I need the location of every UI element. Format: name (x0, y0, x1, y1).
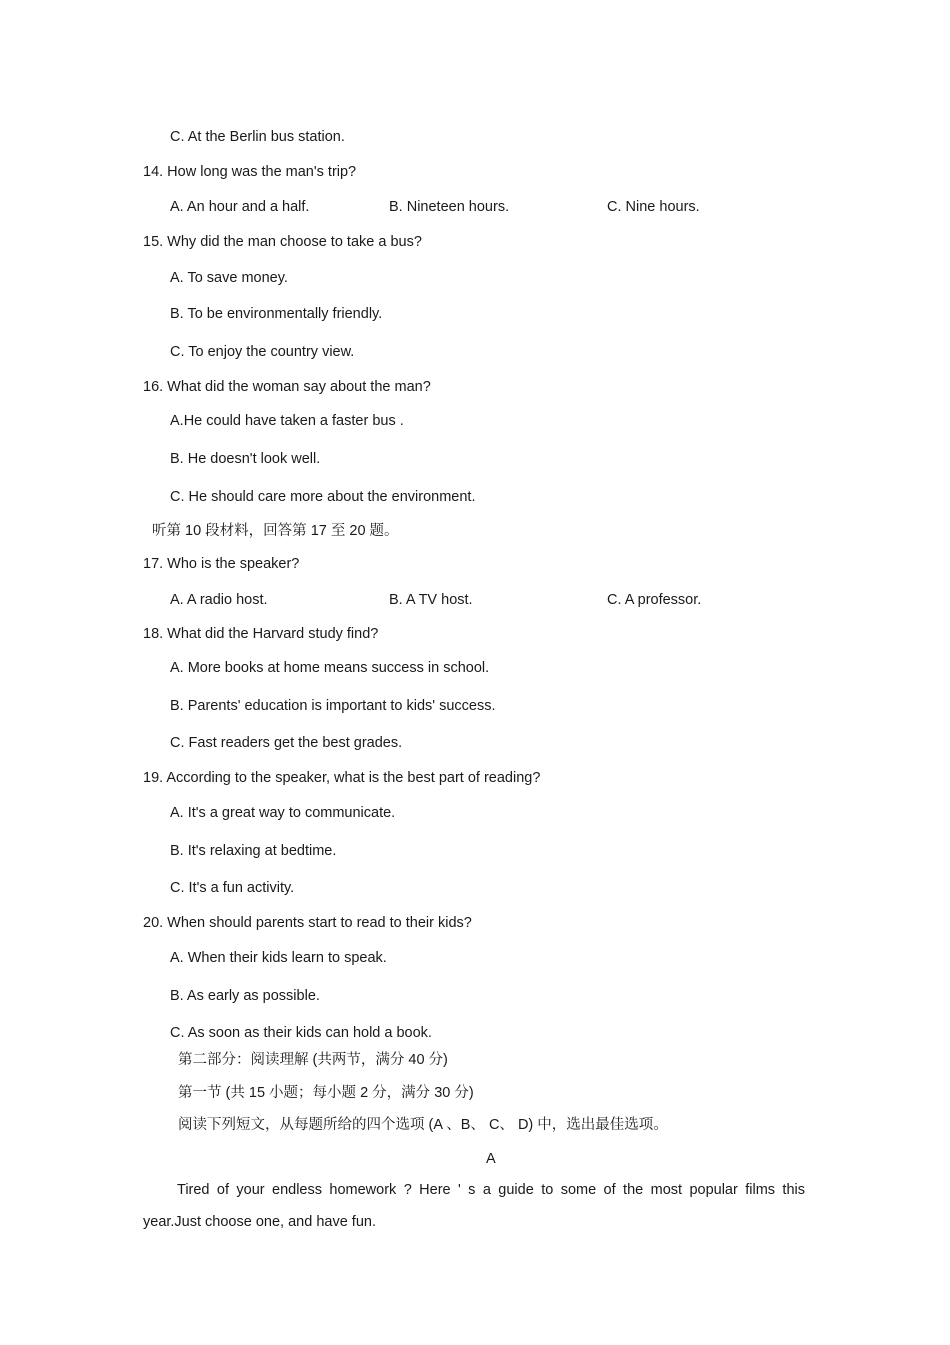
part-two-heading: 第二部分：阅读理解 (共两节，满分 40 分) (178, 1052, 448, 1068)
question-15: 15. Why did the man choose to take a bus? (143, 234, 422, 250)
option-line: C. At the Berlin bus station. (170, 129, 345, 145)
question-19: 19. According to the speaker, what is the best part of reading? (143, 770, 541, 786)
option-c: C. Nine hours. (607, 199, 700, 215)
option-c: C. It's a fun activity. (170, 880, 295, 896)
section-one-heading: 第一节 (共 15 小题；每小题 2 分，满分 30 分) (178, 1085, 474, 1101)
option-a: A. To save money. (170, 270, 288, 286)
option-a: A. A radio host. (170, 592, 268, 608)
passage-label: A (486, 1151, 496, 1167)
question-16: 16. What did the woman say about the man? (143, 379, 431, 395)
question-20: 20. When should parents start to read to their kids? (143, 915, 472, 931)
option-b: B. Nineteen hours. (389, 199, 510, 215)
option-c: C. Fast readers get the best grades. (170, 735, 403, 751)
option-a: A. When their kids learn to speak. (170, 950, 387, 966)
passage-line: Tired of your endless homework ? Here ' s a guide to some of the most popular films this (177, 1182, 805, 1198)
option-b: B. It's relaxing at bedtime. (170, 843, 337, 859)
option-a: A. An hour and a half. (170, 199, 310, 215)
option-b: B. He doesn't look well. (170, 451, 321, 467)
option-c: C. To enjoy the country view. (170, 344, 355, 360)
option-a: A. More books at home means success in school. (170, 660, 490, 676)
option-b: B. To be environmentally friendly. (170, 306, 383, 322)
question-17: 17. Who is the speaker? (143, 556, 300, 572)
question-18: 18. What did the Harvard study find? (143, 626, 379, 642)
option-a: A. It's a great way to communicate. (170, 805, 396, 821)
option-a: A.He could have taken a faster bus . (170, 413, 404, 429)
option-b: B. Parents' education is important to kids' success. (170, 698, 496, 714)
section-instruction: 听第 10 段材料，回答第 17 至 20 题。 (152, 523, 399, 539)
passage-line: year.Just choose one, and have fun. (143, 1214, 376, 1230)
reading-instruction: 阅读下列短文，从每题所给的四个选项 (A 、B、 C、 D) 中，选出最佳选项。 (178, 1117, 668, 1133)
option-c: C. As soon as their kids can hold a book. (170, 1025, 432, 1041)
option-b: B. A TV host. (389, 592, 473, 608)
option-c: C. He should care more about the environment. (170, 489, 476, 505)
option-b: B. As early as possible. (170, 988, 320, 1004)
option-c: C. A professor. (607, 592, 702, 608)
question-14: 14. How long was the man's trip? (143, 164, 357, 180)
